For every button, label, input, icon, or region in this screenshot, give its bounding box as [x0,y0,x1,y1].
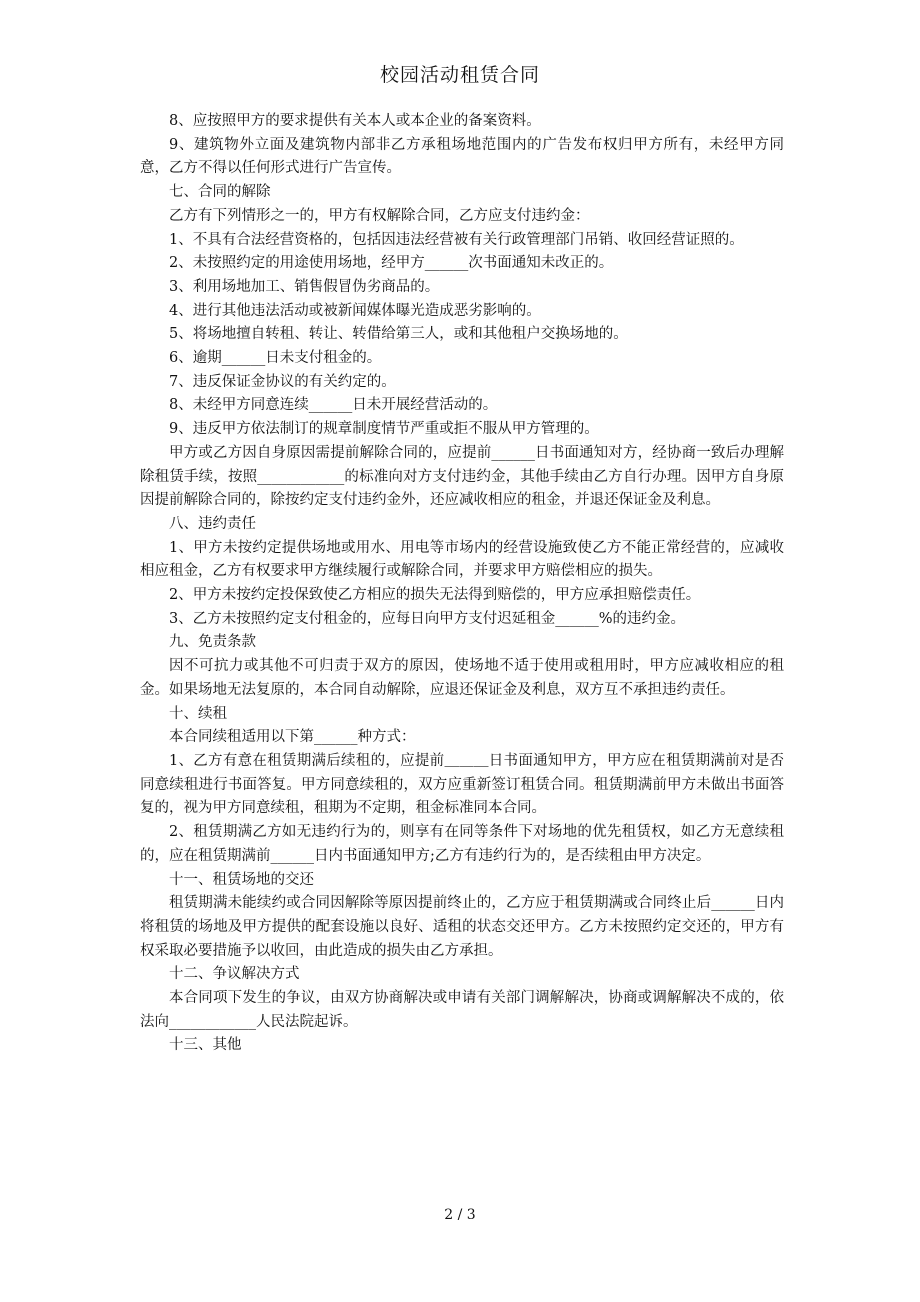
paragraph: 甲方或乙方因自身原因需提前解除合同的，应提前______日书面通知对方，经协商一致后办理解除租赁手续，按照____________的标准向对方支付违约金，其他手续由乙方自行办理。因甲方自身原因提前解除合同的，除按约定支付违约金外，还应减收相应的租金，并退还保证金及利息。 [140,444,784,509]
paragraph: 3、利用场地加工、销售假冒伪劣商品的。 [169,278,440,295]
paragraph: 2、未按照约定的用途使用场地，经甲方______次书面通知未改正的。 [169,255,614,272]
section-heading: 九、免责条款 [169,634,256,651]
paragraph: 7、违反保证金协议的有关约定的。 [169,373,396,390]
paragraph: 本合同项下发生的争议，由双方协商解决或申请有关部门调解解决，协商或调解解决不成的，依法向____________人民法院起诉。 [140,990,784,1030]
paragraph: 4、进行其他违法活动或被新闻媒体曝光造成恶劣影响的。 [169,302,541,319]
paragraph: 1、甲方未按约定提供场地或用水、用电等市场内的经营设施致使乙方不能正常经营的，应减收相应租金，乙方有权要求甲方继续履行或解除合同，并要求甲方赔偿相应的损失。 [140,539,784,580]
paragraph: 本合同续租适用以下第______种方式： [169,729,416,746]
page-number: 2 / 3 [444,1207,476,1223]
section-heading: 十一、租赁场地的交还 [169,871,314,888]
paragraph: 乙方有下列情形之一的，甲方有权解除合同，乙方应支付违约金： [169,207,590,224]
paragraph: 8、应按照甲方的要求提供有关本人或本企业的备案资料。 [169,113,541,129]
section-heading: 十三、其他 [169,1037,242,1054]
paragraph: 1、不具有合法经营资格的，包括因违法经营被有关行政管理部门吊销、收回经营证照的。 [169,231,744,248]
paragraph: 2、甲方未按约定投保致使乙方相应的损失无法得到赔偿的，甲方应承担赔偿责任。 [169,587,701,604]
paragraph: 1、乙方有意在租赁期满后续租的，应提前＿＿＿日书面通知甲方，甲方应在租赁期满前对是否同意续租进行书面答复。甲方同意续租的，双方应重新签订租赁合同。租赁期满前甲方未做出书面答复的，视为甲方同意续租，租期为不定期，租金标准同本合同。 [140,752,784,817]
section-heading: 八、违约责任 [169,515,256,532]
section-heading: 十、续租 [169,705,227,722]
paragraph: 5、将场地擅自转租、转让、转借给第三人，或和其他租户交换场地的。 [169,326,628,343]
paragraph: 2、租赁期满乙方如无违约行为的，则享有在同等条件下对场地的优先租赁权，如乙方无意续租的，应在租赁期满前______日内书面通知甲方;乙方有违约行为的，是否续租由甲方决定。 [140,824,784,864]
section-heading: 七、合同的解除 [169,184,271,201]
section-heading: 十二、争议解决方式 [169,966,300,983]
document-title: 校园活动租赁合同 [379,64,540,86]
paragraph: 8、未经甲方同意连续______日未开展经营活动的。 [169,397,498,414]
paragraph: 6、逾期______日未支付租金的。 [169,350,382,367]
paragraph: 租赁期满未能续约或合同因解除等原因提前终止的，乙方应于租赁期满或合同终止后______日内将租赁的场地及甲方提供的配套设施以良好、适租的状态交还甲方。乙方未按照约定交还的，甲方有权采取必要措施予以收回，由此造成的损失由乙方承担。 [140,895,784,959]
document-body [140,110,784,1058]
paragraph: 9、建筑物外立面及建筑物内部非乙方承租场地范围内的广告发布权归甲方所有，未经甲方同意，乙方不得以任何形式进行广告宣传。 [140,136,784,177]
paragraph: 3、乙方未按照约定支付租金的，应每日向甲方支付迟延租金______%的违约金。 [169,610,686,627]
paragraph: 因不可抗力或其他不可归责于双方的原因，使场地不适于使用或租用时，甲方应减收相应的租金。如果场地无法复原的，本合同自动解除，应退还保证金及利息，双方互不承担违约责任。 [140,658,784,698]
paragraph: 9、违反甲方依法制订的规章制度情节严重或拒不服从甲方管理的。 [169,421,599,438]
